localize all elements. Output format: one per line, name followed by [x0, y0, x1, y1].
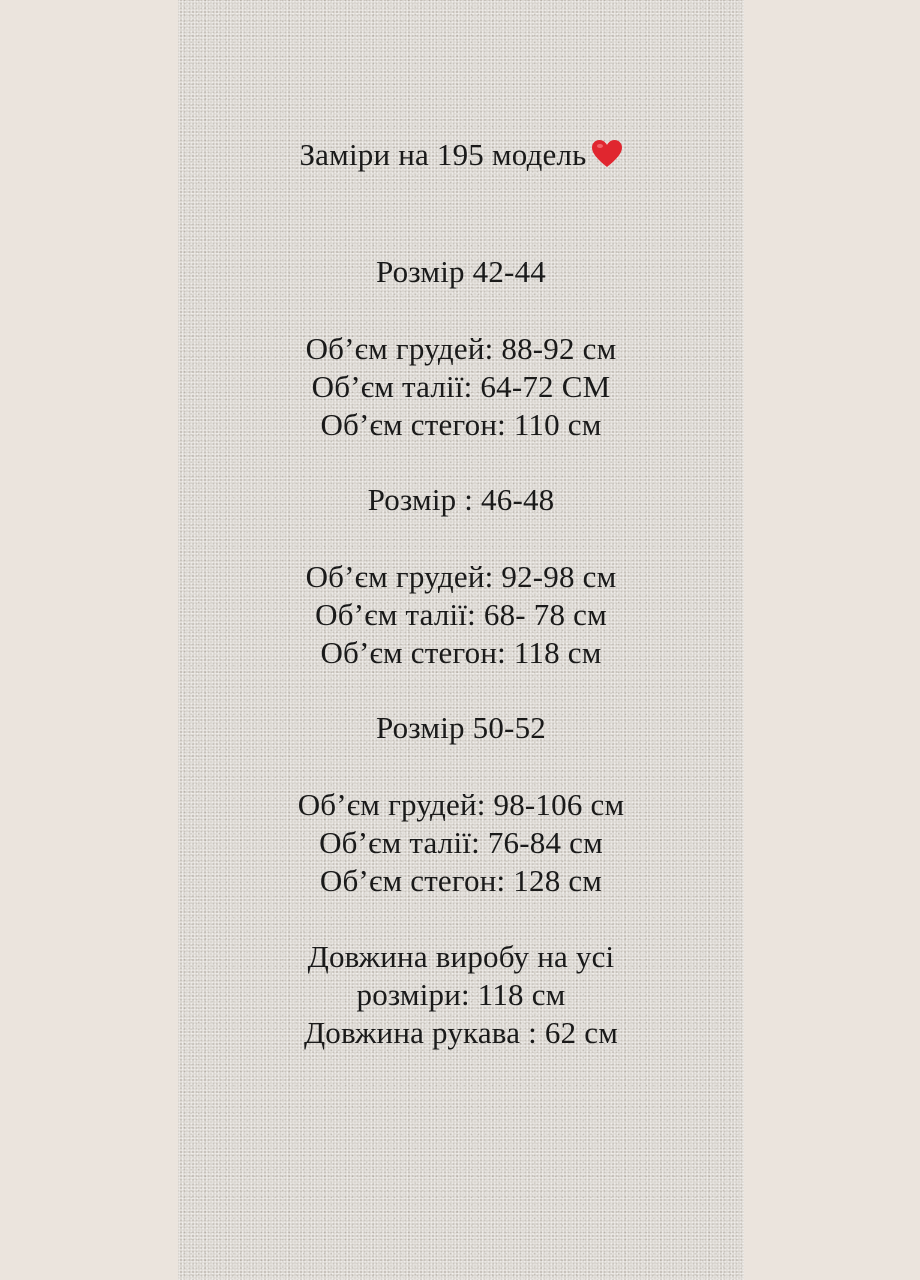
page-title	[178, 136, 744, 174]
story-card	[178, 0, 744, 1280]
size-heading-50-52	[178, 709, 744, 747]
product-length-line-1: Довжина виробу на усі	[307, 939, 615, 974]
size-heading-46-48	[178, 481, 744, 519]
page-title-text: Заміри на 195 модель	[299, 137, 587, 172]
waist-measure: Об’єм талії: 68- 78 см	[315, 597, 607, 632]
heart-icon	[591, 139, 623, 169]
chest-measure: Об’єм грудей: 98-106 см	[297, 787, 625, 822]
size-block-46-48	[178, 558, 744, 672]
size-block-42-44	[178, 330, 744, 444]
waist-measure: Об’єм талії: 64-72 СМ	[311, 369, 611, 404]
chest-measure: Об’єм грудей: 92-98 см	[305, 559, 617, 594]
size-heading-42-44	[178, 253, 744, 291]
size-heading: Розмір 42-44	[376, 254, 546, 289]
waist-measure: Об’єм талії: 76-84 см	[319, 825, 603, 860]
sleeve-length: Довжина рукава : 62 см	[303, 1015, 619, 1050]
hip-measure: Об’єм стегон: 128 см	[319, 863, 603, 898]
hip-measure: Об’єм стегон: 118 см	[320, 635, 602, 670]
chest-measure: Об’єм грудей: 88-92 см	[305, 331, 617, 366]
size-block-50-52	[178, 786, 744, 900]
product-length-line-2: розміри: 118 см	[356, 977, 566, 1012]
length-info	[178, 938, 744, 1052]
size-heading: Розмір 50-52	[376, 710, 546, 745]
size-heading: Розмір : 46-48	[367, 482, 555, 517]
hip-measure: Об’єм стегон: 110 см	[320, 407, 602, 442]
